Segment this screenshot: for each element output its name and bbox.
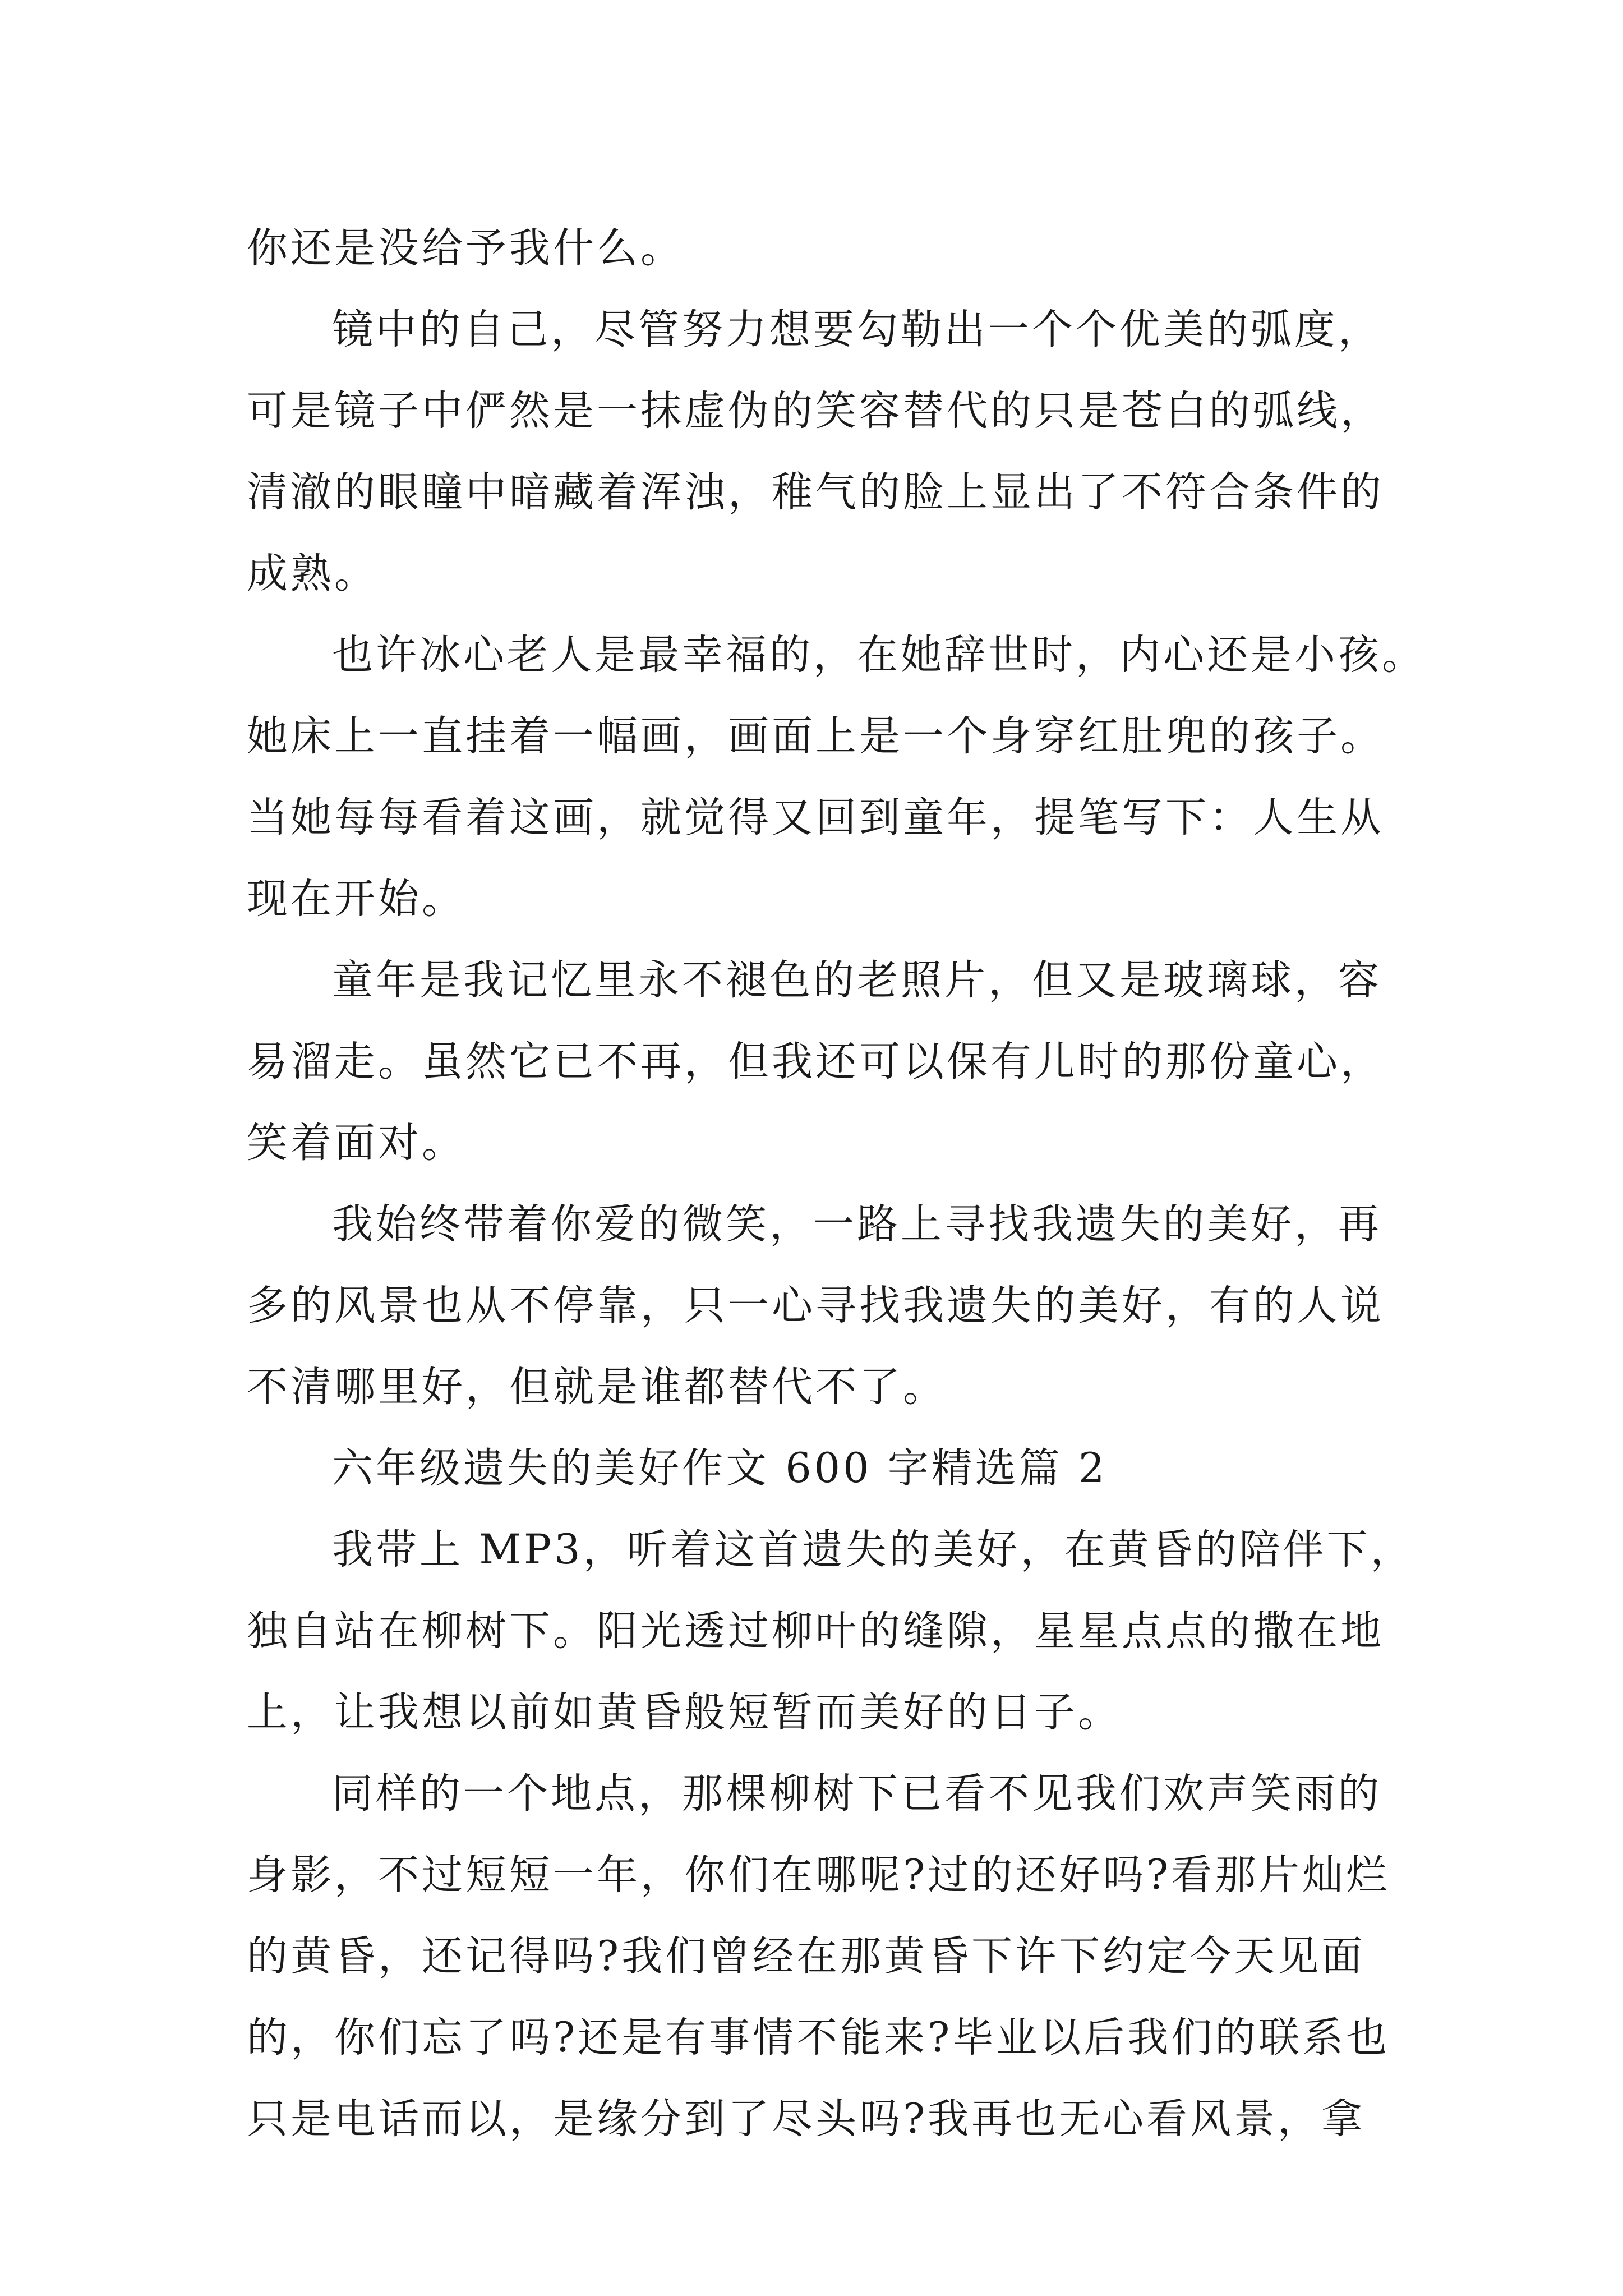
text-line: 不清哪里好，但就是谁都替代不了。 [247, 1363, 947, 1411]
text-line: 当她每每看着这画，就觉得又回到童年，提笔写下：人生从 [247, 794, 1384, 841]
text-line: 上，让我想以前如黄昏般短暂而美好的日子。 [247, 1688, 1122, 1736]
text-line: 童年是我记忆里永不褪色的老照片，但又是玻璃球，容 [332, 956, 1382, 1004]
text-line: 笑着面对。 [247, 1119, 465, 1167]
text-line: 我带上 MP3，听着这首遗失的美好，在黄昏的陪伴下， [332, 1526, 1414, 1573]
text-line: 的，你们忘了吗?还是有事情不能来?毕业以后我们的联系也 [247, 2014, 1390, 2062]
text-line: 她床上一直挂着一幅画，画面上是一个身穿红肚兜的孩子。 [247, 712, 1384, 760]
text-line: 只是电话而以，是缘分到了尽头吗?我再也无心看风景，拿 [247, 2095, 1366, 2143]
text-line: 也许冰心老人是最幸福的，在她辞世时，内心还是小孩。 [332, 631, 1426, 679]
text-line: 成熟。 [247, 550, 378, 597]
text-line: 多的风景也从不停靠，只一心寻找我遗失的美好，有的人说 [247, 1282, 1384, 1329]
text-line: 同样的一个地点，那棵柳树下已看不见我们欢声笑雨的 [332, 1770, 1382, 1818]
text-line: 身影，不过短短一年，你们在哪呢?过的还好吗?看那片灿烂 [247, 1851, 1390, 1899]
text-line: 可是镜子中俨然是一抹虚伪的笑容替代的只是苍白的弧线， [247, 387, 1384, 435]
text-line: 独自站在柳树下。阳光透过柳叶的缝隙，星星点点的撒在地 [247, 1607, 1384, 1655]
text-line: 的黄昏，还记得吗?我们曾经在那黄昏下许下约定今天见面 [247, 1932, 1366, 1980]
text-line: 易溜走。虽然它已不再，但我还可以保有儿时的那份童心， [247, 1038, 1384, 1085]
document-body [247, 208, 1426, 2160]
text-line: 镜中的自己，尽管努力想要勾勒出一个个优美的弧度， [332, 306, 1382, 353]
text-line: 我始终带着你爱的微笑，一路上寻找我遗失的美好，再 [332, 1200, 1382, 1248]
text-line: 你还是没给予我什么。 [247, 224, 684, 272]
text-line: 现在开始。 [247, 875, 465, 923]
text-line: 六年级遗失的美好作文 600 字精选篇 2 [332, 1444, 1108, 1492]
text-line: 清澈的眼瞳中暗藏着浑浊，稚气的脸上显出了不符合条件的 [247, 468, 1384, 516]
